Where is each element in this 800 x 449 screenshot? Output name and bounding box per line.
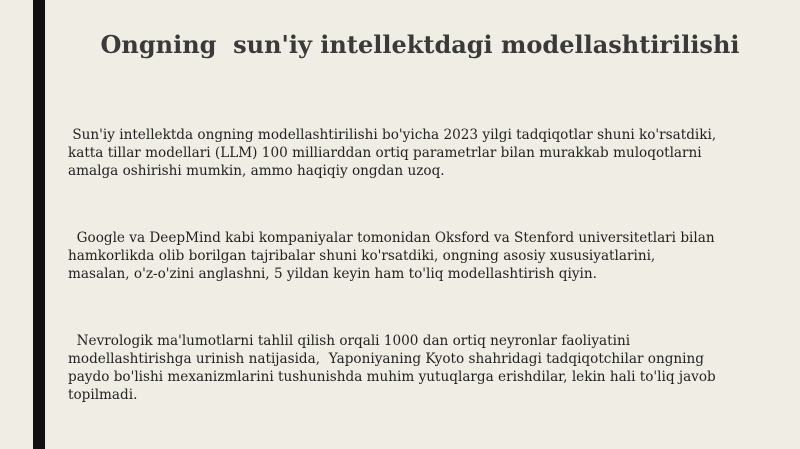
paragraph-llm-research: Sun'iy intellektda ongning modellashtirilishi bo'yicha 2023 yilgi tadqiqotlar shuni ko'rsatdiki, katta tillar modellari (LLM) 100 milliarddan ortiq parametrlar bilan murakkab muloqotlarni amalga oshirishi mumkin, ammo haqiqiy ongdan uzoq. xyxy=(68,127,717,179)
left-accent-bar xyxy=(33,0,45,449)
paragraph-google-deepmind: Google va DeepMind kabi kompaniyalar tomonidan Oksford va Stenford universitetlari bilan hamkorlikda olib borilgan tajribalar shuni ko'rsatdiki, ongning asosiy xususiyatlarini, masalan, o'z-o'zini anglashni, 5 yildan keyin ham to'liq modellashtirish qiyin. xyxy=(68,230,715,282)
slide-title: Ongning sun'iy intellektdagi modellashtirilishi xyxy=(100,30,740,59)
paragraph-neurology-kyoto: Nevrologik ma'lumotlarni tahlil qilish orqali 1000 dan ortiq neyronlar faoliyatini modellashtirishga urinish natijasida, Yaponiyaning Kyoto shahridagi tadqiqotchilar ongning paydo bo'lishi mexanizmlarini tushunishda muhim yutuqlarga erishdilar, lekin hali to'liq javob topilmadi. xyxy=(68,333,716,403)
